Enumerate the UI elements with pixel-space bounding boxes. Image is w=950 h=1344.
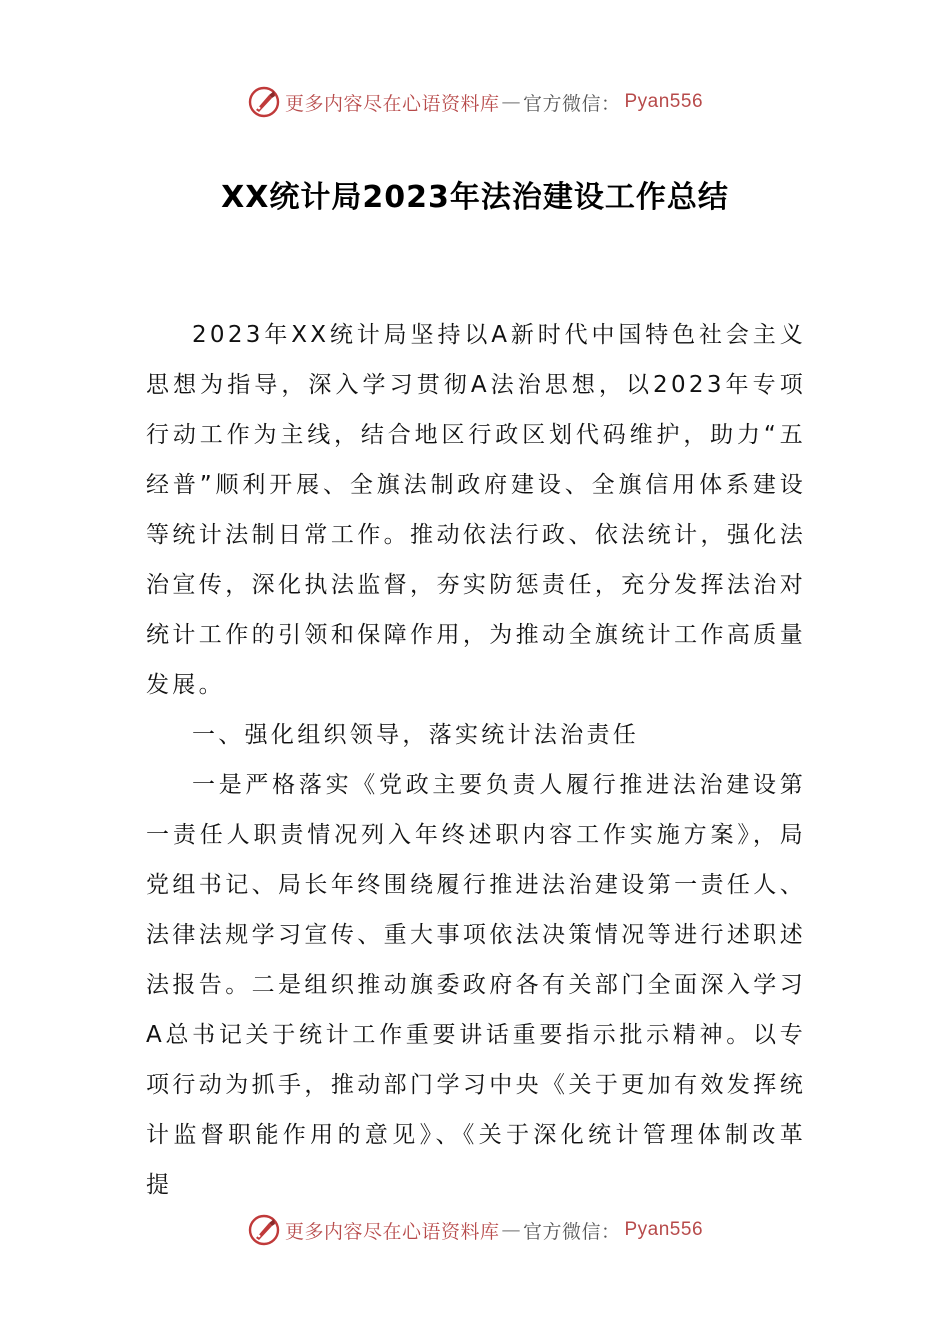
banner-site-text: 更多内容尽在心语资料库: [284, 1220, 500, 1243]
banner-wechat-label: 官方微信：: [522, 1220, 621, 1243]
document-title: XX统计局2023年法治建设工作总结: [221, 180, 729, 215]
footer-banner: [0, 1210, 950, 1250]
pen-nib-circle-logo-icon: [247, 85, 281, 119]
header-banner: [0, 82, 950, 122]
banner-dash: —: [501, 91, 521, 113]
banner-wechat-id: Pyan556: [624, 1219, 704, 1240]
section-heading-1: 一、强化组织领导，落实统计法治责任: [192, 722, 640, 748]
paragraph-section-1: 一是严格落实《党政主要负责人履行推进法治建设第一责任人职责情况列入年终述职内容工作实施方案》，局党组书记、局长年终围绕履行推进法治建设第一责任人、法律法规学习宣传、重大事项依法决策情况等进行述职述法报告。二是组织推动旗委政府各有关部门全面深入学习A总书记关于统计工作重要讲话重要指示批示精神。以专项行动为抓手，推动部门学习中央《关于更加有效发挥统计监督职能作用的意见》、《关于深化统计管理体制改革提: [146, 772, 806, 1198]
banner-wechat-id: Pyan556: [624, 91, 704, 112]
banner-site-text: 更多内容尽在心语资料库: [284, 92, 500, 115]
banner-dash: —: [501, 1219, 521, 1241]
pen-nib-circle-logo-icon: [247, 1213, 281, 1247]
paragraph-intro: 2023年XX统计局坚持以A新时代中国特色社会主义思想为指导，深入学习贯彻A法治思想，以2023年专项行动工作为主线，结合地区行政区划代码维护，助力“五经普”顺利开展、全旗法制政府建设、全旗信用体系建设等统计法制日常工作。推动依法行政、依法统计，强化法治宣传，深化执法监督，夯实防惩责任，充分发挥法治对统计工作的引领和保障作用，为推动全旗统计工作高质量发展。: [146, 322, 806, 698]
banner-wechat-label: 官方微信：: [522, 92, 621, 115]
document-body: [146, 310, 806, 1210]
